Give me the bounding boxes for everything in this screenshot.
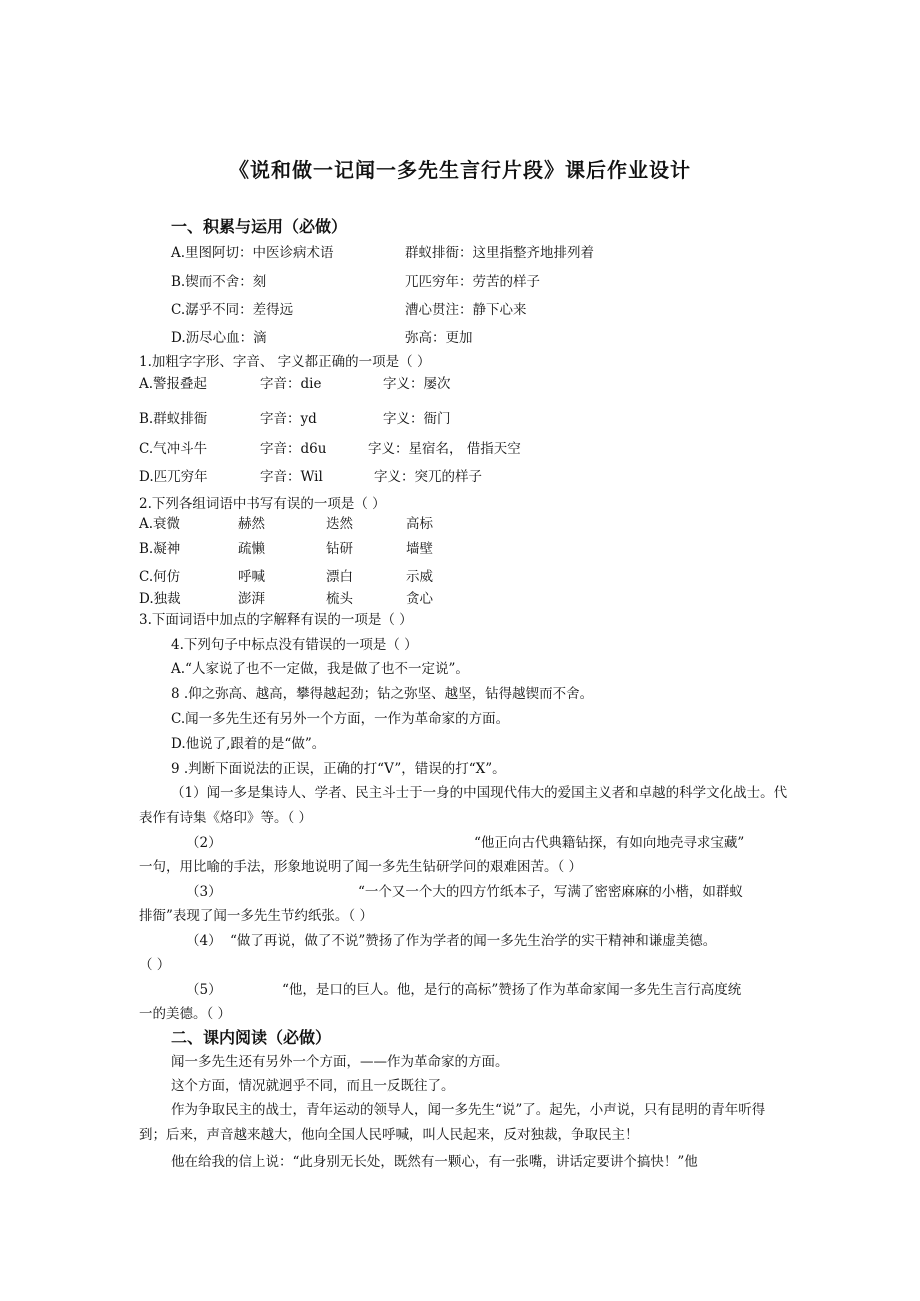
q4-option-a: A.“人家说了也不一定做，我是做了也不一定说”。: [171, 661, 469, 677]
section-heading-2: 二、课内阅读（必做）: [171, 1028, 332, 1047]
glossary-left-d: D.沥尽心血：滴: [171, 330, 267, 346]
tf-item-4-label: （4）: [186, 933, 222, 949]
page-title: 《说和做一记闻一多先生言行片段》课后作业设计: [229, 158, 691, 182]
tf-item-1-label: （1）: [171, 785, 207, 801]
q1-option-a-meaning: 字义：屡次: [383, 376, 451, 392]
reading-paragraph-3: 作为争取民主的战士，青年运动的领导人，闻一多先生“说”了。起先，小声说，只有昆明的青年听得到；后来，声音越来越大，他向全国人民呼喊，叫人民起来，反对独裁，争取民主！: [139, 1102, 766, 1143]
q2-d-3: 梳头: [326, 591, 353, 607]
tf-item-3-label: （3）: [186, 884, 222, 900]
q1-option-d-sound: 字音：Wil: [260, 469, 323, 485]
q1-option-a-word: A.警报叠起: [139, 376, 208, 392]
question-1-stem: 1.加粗字字形、字音、 字义都正确的一项是（ ）: [139, 354, 431, 370]
glossary-left-a: A.里图阿切：中医诊病术语: [171, 245, 334, 261]
tf-item-5-text: “他，是口的巨人。他，是行的高标”赞扬了作为革命家闻一多先生言行高度统: [282, 982, 742, 998]
question-4-stem: 4.下列句子中标点没有错误的一项是（ ）: [171, 637, 418, 653]
tf-item-4-text: “做了再说，做了不说”赞扬了作为学者的闻一多先生治学的实干精神和谦虚美德。: [230, 933, 717, 949]
glossary-left-c: C.潺乎不同：差得远: [171, 302, 294, 318]
tf-item-2-cont: 一句，用比喻的手法，形象地说明了闻一多先生钻研学问的艰难困苦。（ ）: [139, 859, 583, 875]
q1-option-c-sound: 字音：d6u: [260, 441, 327, 457]
q1-option-a-sound: 字音：die: [260, 376, 322, 392]
tf-item-1: [139, 781, 789, 831]
q1-option-c-word: C.气冲斗牛: [139, 441, 208, 457]
glossary-right-a: 群蚁排衙：这里指整齐地排列着: [405, 245, 594, 261]
q2-b-4: 墙壁: [406, 541, 433, 557]
q2-b-2: 疏懒: [238, 541, 265, 557]
q2-d-1: D.独裁: [139, 591, 181, 607]
tf-item-3-cont: 排衙”表现了闻一多先生节约纸张。（ ）: [139, 908, 373, 924]
glossary-right-d: 弥高：更加: [405, 330, 473, 346]
q2-d-2: 澎湃: [238, 591, 265, 607]
q4-option-d: D.他说了,跟着的是“做”。: [171, 736, 326, 752]
question-2-stem: 2.下列各组词语中书写有误的一项是（ ）: [139, 496, 386, 512]
q2-a-4: 高标: [406, 516, 433, 532]
tf-item-1-text: 闻一多是集诗人、学者、民主斗士于一身的中国现代伟大的爱国主义者和卓越的科学文化战士。代表作有诗集《烙印》等。（ ）: [139, 785, 788, 826]
q1-option-d-word: D.匹兀穷年: [139, 469, 208, 485]
q2-c-2: 呼喊: [238, 569, 265, 585]
reading-paragraph-4: 他在给我的信上说：“此身别无长处，既然有一颗心，有一张嘴，讲话定要讲个搞快！”他: [171, 1154, 698, 1170]
question-3-stem: 3.下面词语中加点的字解释有误的一项是（ ）: [139, 612, 413, 628]
q1-option-b-sound: 字音：yd: [260, 411, 317, 427]
q2-c-3: 漂白: [326, 569, 353, 585]
q2-d-4: 贪心: [406, 591, 433, 607]
q1-option-b-word: B.群蚁排衙: [139, 411, 208, 427]
q4-option-c: C.闻一多先生还有另外一个方面，一作为革命家的方面。: [171, 711, 510, 727]
q2-b-3: 钻研: [326, 541, 353, 557]
glossary-left-b: B.锲而不舍：刻: [171, 274, 267, 290]
tf-item-2-text: “他正向古代典籍钻探，有如向地壳寻求宝藏”: [474, 835, 745, 851]
tf-item-5-label: （5）: [186, 982, 222, 998]
q1-option-d-meaning: 字义：突兀的样子: [374, 469, 482, 485]
q2-a-2: 赫然: [238, 516, 265, 532]
q2-b-1: B.凝神: [139, 541, 181, 557]
question-5-stem: 9 .判断下面说法的正误，正确的打“V”，错误的打“X”。: [171, 761, 506, 777]
section-heading-1: 一、积累与运用（必做）: [171, 217, 348, 236]
q4-option-b: 8 .仰之弥高、越高，攀得越起劲；钻之弥坚、越坚，钻得越锲而不舍。: [171, 686, 594, 702]
reading-paragraph-2: 这个方面，情况就迥乎不同，而且一反既往了。: [171, 1078, 455, 1094]
q2-c-4: 示威: [406, 569, 433, 585]
q2-c-1: C.何仿: [139, 569, 181, 585]
tf-item-5-cont: 一的美德。（ ）: [139, 1006, 232, 1022]
tf-item-2-label: （2）: [186, 835, 222, 851]
glossary-right-c: 漕心贯注：静下心来: [405, 302, 527, 318]
q2-a-1: A.衰微: [139, 516, 181, 532]
q2-a-3: 迭然: [326, 516, 353, 532]
q1-option-b-meaning: 字义：衙门: [383, 411, 451, 427]
reading-paragraph-1: 闻一多先生还有另外一个方面，——作为革命家的方面。: [171, 1054, 509, 1070]
glossary-right-b: 兀匹穷年：劳苦的样子: [405, 274, 540, 290]
q1-option-c-meaning: 字义：星宿名， 借指天空: [368, 441, 521, 457]
tf-item-3-text: “一个又一个大的四方竹纸本子，写满了密密麻麻的小楷，如群蚁: [358, 884, 743, 900]
tf-item-4-cont: （ ）: [139, 957, 171, 973]
